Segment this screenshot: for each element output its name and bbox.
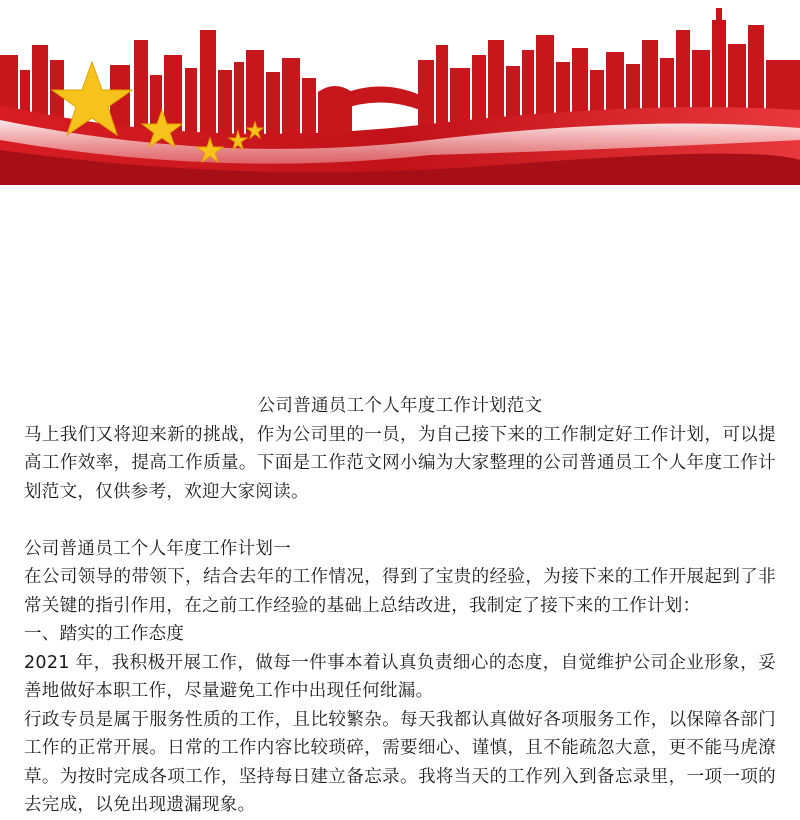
body-paragraph: 2021 年，我积极开展工作，做每一件事本着认真负责细心的态度，自觉维护公司企业形象，妥善地做好本职工作，尽量避免工作中出现任何纰漏。 xyxy=(24,652,776,701)
section-title: 公司普通员工个人年度工作计划一 xyxy=(24,538,291,559)
body-paragraph: 行政专员是属于服务性质的工作，且比较繁杂。每天我都认真做好各项服务工作，以保障各部门工作的正常开展。日常的工作内容比较琐碎，需要细心、谨慎，且不能疏忽大意，更不能马虎潦草。为按时完成各项工作，坚持每日建立备忘录。我将当天的工作列入到备忘录里，一项一项的去完成，以免出现遗漏现象。 xyxy=(24,709,776,815)
paragraph-spacer xyxy=(24,506,776,535)
banner-graphic xyxy=(0,0,800,185)
intro-paragraph: 马上我们又将迎来新的挑战，作为公司里的一员，为自己接下来的工作制定好工作计划，可以提高工作效率，提高工作质量。下面是工作范文网小编为大家整理的公司普通员工个人年度工作计划范文，仅供参考，欢迎大家阅读。 xyxy=(24,424,776,502)
document-title: 公司普通员工个人年度工作计划范文 xyxy=(257,396,543,416)
body-paragraph: 在公司领导的带领下，结合去年的工作情况，得到了宝贵的经验，为接下来的工作开展起到了非常关键的指引作用，在之前工作经验的基础上总结改进，我制定了接下来的工作计划： xyxy=(24,567,776,616)
subheading: 一、踏实的工作态度 xyxy=(24,624,185,644)
document-body xyxy=(24,392,776,820)
header-banner xyxy=(0,0,800,185)
